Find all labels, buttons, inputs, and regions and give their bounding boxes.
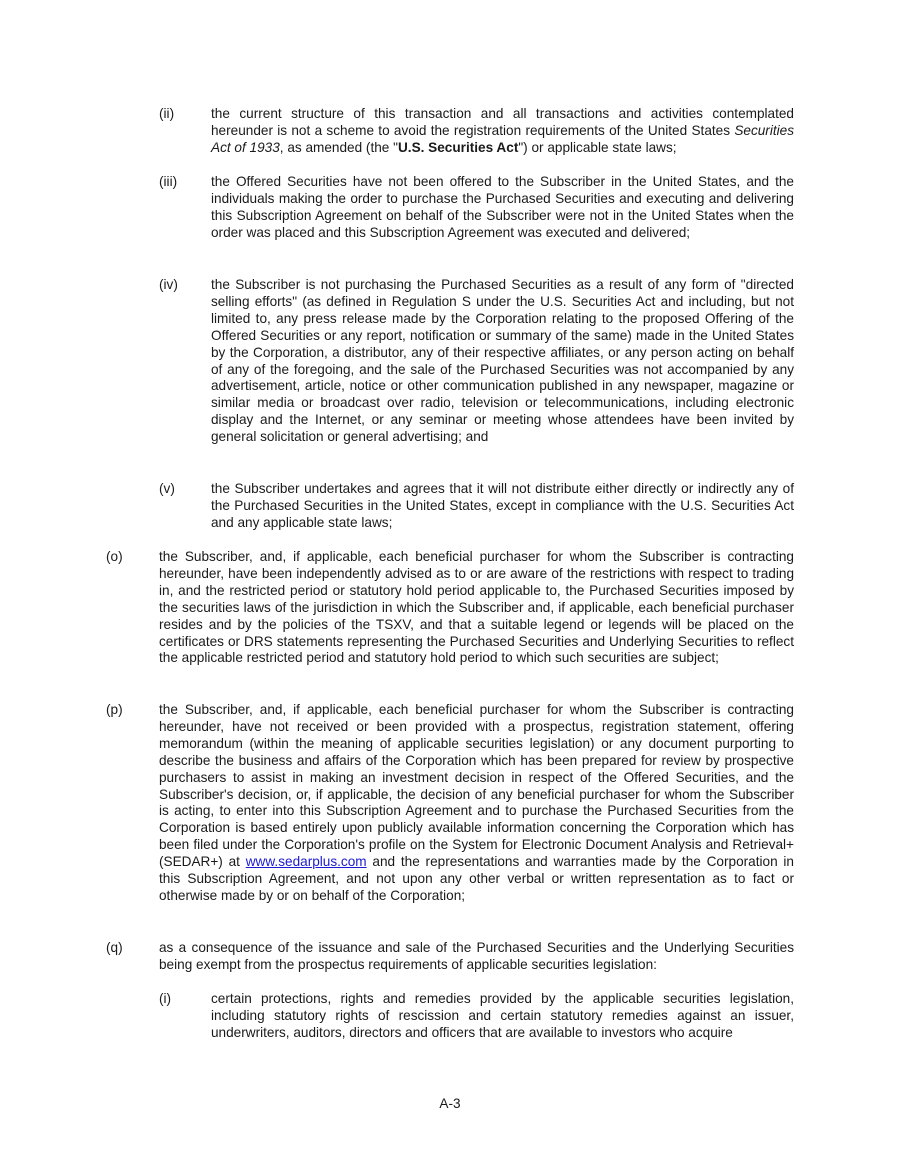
clause-label-v: (v) <box>159 481 175 496</box>
clause-ii-defined-term: U.S. Securities Act <box>397 139 519 155</box>
clause-ii <box>211 106 794 157</box>
clause-q: as a consequence of the issuance and sale of the Purchased Securities and the Underlying Securities being exempt from the prospectus requirements of applicable securities legislation: <box>159 940 794 972</box>
sedarplus-link[interactable]: www.sedarplus.com <box>245 854 367 870</box>
clause-p <box>159 702 794 905</box>
clause-iv: the Subscriber is not purchasing the Purchased Securities as a result of any form of "directed selling efforts" (as defined in Regulation S under the U.S. Securities Act and including, but not limited to, any press release made by the Corporation relating to the proposed Offering of the Offered Securities or any report, notification or summary of the same) made in the United States by the Corporation, a distributor, any of their respective affiliates, or any person acting on behalf of any of the foregoing, and the sale of the Purchased Securities was not accompanied by any advertisement, article, notice or other communication published in any newspaper, magazine or similar media or broadcast over radio, television or telecommunications, including electronic display and the Internet, or any seminar or meeting whose attendees have been invited by general solicitation or general advertising; and <box>211 277 794 445</box>
clause-o: the Subscriber, and, if applicable, each beneficial purchaser for whom the Subscriber is contracting hereunder, have been independently advised as to or are aware of the restrictions with respect to trading in, and the restricted period or statutory hold period applicable to, the Purchased Securities imposed by the securities laws of the jurisdiction in which the Subscriber and, if applicable, each beneficial purchaser resides and by the policies of the TSXV, and that a suitable legend or legends will be placed on the certificates or DRS statements representing the Purchased Securities and Underlying Securities to reflect the applicable restricted period and statutory hold period to which such securities are subject; <box>159 549 794 666</box>
clause-ii-text-a: the current structure of this transaction and all transactions and activities contemplated hereunder is not a scheme to avoid the registration requirements of the United States <box>211 106 794 138</box>
clause-q-i: certain protections, rights and remedies provided by the applicable securities legislation, including statutory rights of rescission and certain statutory remedies against an issuer, underwriters, auditors, directors and officers that are available to investors who acquire <box>211 991 794 1040</box>
clause-p-text-a: the Subscriber, and, if applicable, each beneficial purchaser for whom the Subscriber is contracting hereunder, have not received or been provided with a prospectus, registration statement, offering memorandum (within the meaning of applicable securities legislation) or any document purporting to describe the business and affairs of the Corporation which has been prepared for review by prospective purchasers to assist in making an investment decision in respect of the Offered Securities, and the Subscriber's decision, or, if applicable, the decision of any beneficial purchaser for whom the Subscriber is acting, to enter into this Subscription Agreement and to purchase the Purchased Securities from the Corporation is based entirely upon publicly available information concerning the Corporation which has been filed under the Corporation's profile on the System for Electronic Document Analysis and Retrieval+ (SEDAR+) at <box>159 702 794 870</box>
clause-label-q-i: (i) <box>159 991 172 1006</box>
clause-ii-text-c: ") or applicable state laws; <box>518 139 677 155</box>
clause-p-text-b: and the representations and warranties made by the Corporation in this Subscription Agreement, and not upon any other verbal or written representation as to fact or otherwise made by or on behalf of the Corporation; <box>159 854 794 903</box>
clause-label-q: (q) <box>106 940 123 955</box>
clause-label-iii: (iii) <box>159 174 178 189</box>
page-number: A-3 <box>439 1096 461 1111</box>
clause-ii-text-b: , as amended (the " <box>279 139 398 155</box>
clause-v: the Subscriber undertakes and agrees that it will not distribute either directly or indirectly any of the Purchased Securities in the United States, except in compliance with the U.S. Securities Act and any applicable state laws; <box>211 481 794 530</box>
clause-label-o: (o) <box>106 549 123 564</box>
clause-label-ii: (ii) <box>159 106 175 121</box>
clause-label-iv: (iv) <box>159 277 178 292</box>
clause-label-p: (p) <box>106 702 123 717</box>
clause-ii-italic-act: Securities Act of 1933 <box>211 122 794 155</box>
clause-iii: the Offered Securities have not been offered to the Subscriber in the United States, and the individuals making the order to purchase the Purchased Securities and executing and delivering this Subscription Agreement on behalf of the Subscriber were not in the United States when the order was placed and this Subscription Agreement was executed and delivered; <box>211 174 794 240</box>
